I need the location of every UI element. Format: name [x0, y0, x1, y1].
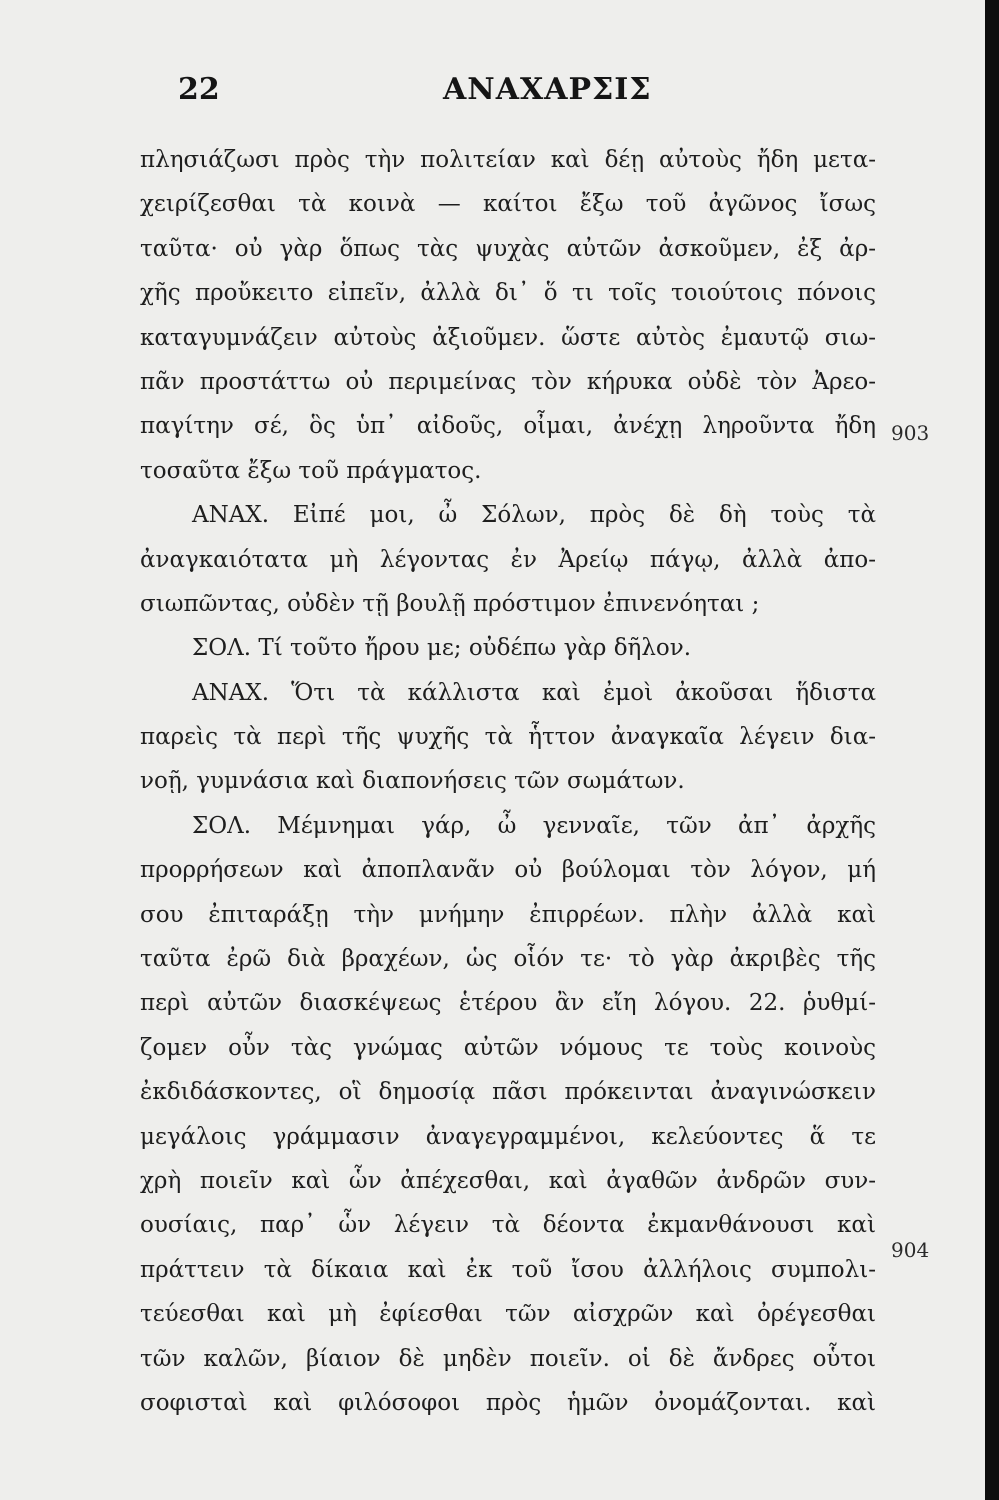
- text-line: ουσίαις, παρ᾽ ὧν λέγειν τὰ δέοντα ἐκμανθάνουσι καὶ: [140, 1212, 876, 1239]
- text-line: μεγάλοις γράμμασιν ἀναγεγραμμένοι, κελεύοντες ἅ τε: [140, 1123, 876, 1150]
- text-line: πράττειν τὰ δίκαια καὶ ἐκ τοῦ ἴσου ἀλλήλοις συμπολι-: [140, 1256, 876, 1283]
- text-line: νοῇ, γυμνάσια καὶ διαπονήσεις τῶν σωμάτων.: [140, 768, 685, 795]
- body-text: [140, 138, 876, 1425]
- text-line: σοφισταὶ καὶ φιλόσοφοι πρὸς ἡμῶν ὀνομάζονται. καὶ: [140, 1389, 876, 1416]
- text-line: καταγυμνάζειν αὐτοὺς ἀξιοῦμεν. ὥστε αὐτὸς ἐμαυτῷ σιω-: [140, 324, 876, 351]
- running-title: ΑΝΑΧΑΡΣΙΣ: [443, 72, 652, 107]
- text-line: τῶν καλῶν, βίαιον δὲ μηδὲν ποιεῖν. οἱ δὲ ἄνδρες οὗτοι: [140, 1345, 876, 1372]
- text-line: παγίτην σέ, ὃς ὑπ᾽ αἰδοῦς, οἶμαι, ἀνέχῃ ληροῦντα ἤδη: [140, 413, 876, 440]
- text-line: παρεὶς τὰ περὶ τῆς ψυχῆς τὰ ἧττον ἀναγκαῖα λέγειν δια-: [140, 724, 876, 751]
- text-line: χειρίζεσθαι τὰ κοινὰ — καίτοι ἔξω τοῦ ἀγῶνος ἴσως: [140, 191, 876, 218]
- text-line: σιωπῶντας, οὐδὲν τῇ βουλῇ πρόστιμον ἐπινενόηται ;: [140, 590, 760, 617]
- text-line: ΣΟΛ. Μέμνημαι γάρ, ὦ γενναῖε, τῶν ἀπ᾽ ἀρχῆς: [192, 812, 876, 839]
- text-line: ἐκδιδάσκοντες, οἳ δημοσίᾳ πᾶσι πρόκεινται ἀναγινώσκειν: [140, 1079, 876, 1106]
- text-line: χρὴ ποιεῖν καὶ ὧν ἀπέχεσθαι, καὶ ἀγαθῶν ἀνδρῶν συν-: [140, 1167, 876, 1194]
- text-line: πλησιάζωσι πρὸς τὴν πολιτείαν καὶ δέῃ αὐτοὺς ἤδη μετα-: [140, 147, 876, 173]
- margin-line-number: 904: [891, 1238, 930, 1262]
- page-header: [0, 72, 985, 112]
- page-edge-shadow: [985, 0, 999, 1500]
- margin-line-number: 903: [891, 421, 930, 445]
- text-line: χῆς προὔκειτο εἰπεῖν, ἀλλὰ δι᾽ ὅ τι τοῖς τοιούτοις πόνοις: [140, 280, 876, 307]
- text-line: ΣΟΛ. Τί τοῦτο ἤρου με; οὐδέπω γὰρ δῆλον.: [192, 635, 692, 662]
- text-line: περὶ αὐτῶν διασκέψεως ἑτέρου ἂν εἴη λόγου. 22. ῥυθμί-: [140, 990, 876, 1017]
- text-line: ζομεν οὖν τὰς γνώμας αὐτῶν νόμους τε τοὺς κοινοὺς: [140, 1034, 876, 1061]
- text-line: ταῦτα· οὐ γὰρ ὅπως τὰς ψυχὰς αὐτῶν ἀσκοῦμεν, ἐξ ἀρ-: [140, 235, 876, 262]
- text-line: ΑΝΑΧ. Ὅτι τὰ κάλλιστα καὶ ἐμοὶ ἀκοῦσαι ἥδιστα: [192, 679, 876, 706]
- text-line: προρρήσεων καὶ ἀποπλανᾶν οὐ βούλομαι τὸν λόγον, μή: [140, 857, 876, 884]
- text-line: τοσαῦτα ἔξω τοῦ πράγματος.: [140, 457, 482, 484]
- text-line: ΑΝΑΧ. Εἰπέ μοι, ὦ Σόλων, πρὸς δὲ δὴ τοὺς τὰ: [192, 502, 876, 529]
- text-line: τεύεσθαι καὶ μὴ ἐφίεσθαι τῶν αἰσχρῶν καὶ ὀρέγεσθαι: [140, 1301, 876, 1328]
- text-line: ταῦτα ἐρῶ διὰ βραχέων, ὡς οἷόν τε· τὸ γὰρ ἀκριβὲς τῆς: [140, 946, 876, 973]
- page-number: 22: [178, 72, 220, 107]
- text-line: σου ἐπιταράξῃ τὴν μνήμην ἐπιρρέων. πλὴν ἀλλὰ καὶ: [140, 901, 876, 928]
- text-line: πᾶν προστάττω οὐ περιμείνας τὸν κήρυκα οὐδὲ τὸν Ἀρεο-: [140, 368, 876, 395]
- text-line: ἀναγκαιότατα μὴ λέγοντας ἐν Ἀρείῳ πάγῳ, ἀλλὰ ἀπο-: [140, 546, 876, 573]
